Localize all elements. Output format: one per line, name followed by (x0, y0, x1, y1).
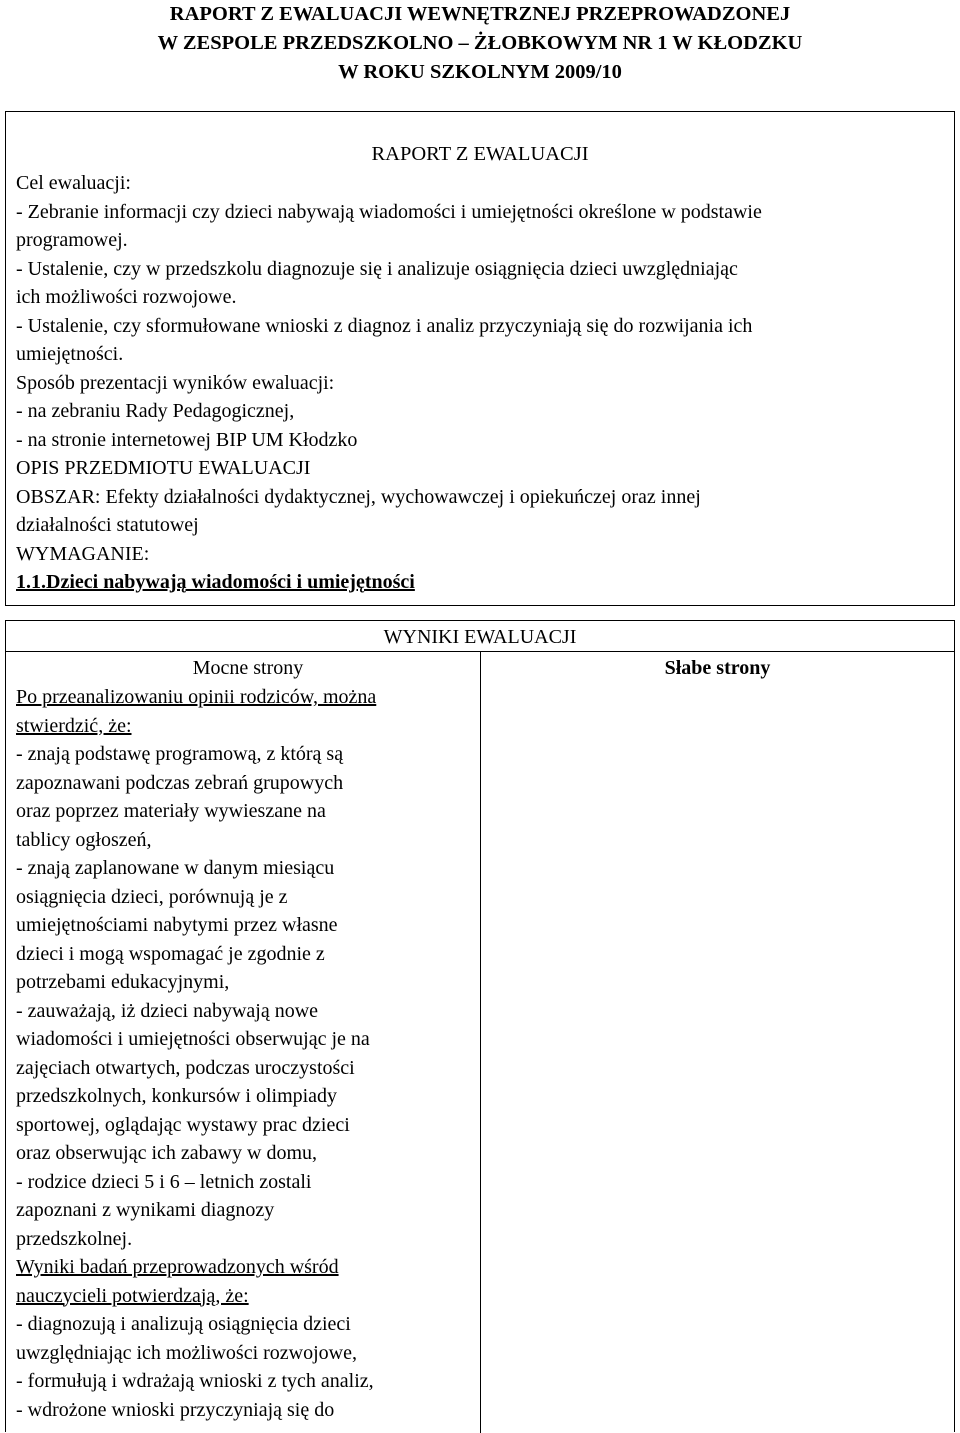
area-text: Efekty działalności dydaktycznej, wychowawczej i opiekuńczej oraz innej (100, 486, 701, 508)
title-line-3: W ROKU SZKOLNYM 2009/10 (338, 61, 622, 83)
strong-point-line: potrzebami edukacyjnymi, (16, 971, 230, 993)
requirement-label: WYMAGANIE: (16, 543, 150, 565)
strong-point-line: - zauważają, iż dzieci nabywają nowe (16, 999, 319, 1022)
presentation-label: Sposób prezentacji wyników ewaluacji: (16, 372, 335, 394)
results-box (5, 620, 955, 1432)
strong-point-line: zapoznani z wynikami diagnozy (16, 1199, 275, 1221)
strong-point-line: nauczycieli potwierdzają, że: (16, 1284, 249, 1307)
area-line-1 (16, 483, 946, 512)
strong-point-line: stwierdzić, że: (16, 714, 132, 737)
document-title (0, 0, 960, 87)
subject-label: OPIS PRZEDMIOTU EWALUACJI (16, 457, 311, 479)
presentation-line-2: - na stronie internetowej BIP UM Kłodzko (16, 429, 358, 451)
strong-points-header: Mocne strony (192, 657, 304, 679)
results-heading: WYNIKI EWALUACJI (383, 626, 577, 648)
area-label: OBSZAR: (16, 486, 101, 508)
strong-point-line: zajęciach otwartych, podczas uroczystości (16, 1056, 355, 1079)
goal-line-6: umiejętności. (16, 343, 124, 365)
strong-point-line: - znają zaplanowane w danym miesiącu (16, 857, 335, 879)
strong-point-line: sportowej, oglądając wystawy prac dzieci (16, 1113, 350, 1136)
strong-point-line: zapoznawani podczas zebrań grupowych (16, 771, 344, 794)
report-heading: RAPORT Z EWALUACJI (371, 143, 589, 165)
goal-line-5: - Ustalenie, czy sformułowane wnioski z diagnoz i analiz przyczyniają się do rozwijania ich (16, 315, 753, 337)
strong-point-line: - diagnozują i analizują osiągnięcia dzieci (16, 1313, 351, 1335)
strong-point-line: Wyniki badań przeprowadzonych wśród (16, 1256, 339, 1278)
strong-point-line: - znają podstawę programową, z którą są (16, 743, 344, 765)
weak-points-header: Słabe strony (664, 657, 771, 679)
strong-point-line: oraz poprzez materiały wywieszane na (16, 800, 326, 822)
presentation-line-1: - na zebraniu Rady Pedagogicznej, (16, 400, 295, 422)
strong-point-line: umiejętnościami nabytymi przez własne (16, 914, 338, 936)
strong-point-line: osiągnięcia dzieci, porównują je z (16, 885, 288, 908)
title-line-1: RAPORT Z EWALUACJI WEWNĘTRZNEJ PRZEPROWADZONEJ (169, 3, 791, 25)
requirement-text: 1.1.Dzieci nabywają wiadomości i umiejętności (16, 571, 415, 593)
strong-point-line: uwzględniając ich możliwości rozwojowe, (16, 1341, 357, 1364)
strong-point-line: przedszkolnej. (16, 1227, 133, 1250)
report-box (5, 111, 955, 606)
goal-line-4: ich możliwości rozwojowe. (16, 286, 237, 308)
strong-points-column (6, 651, 481, 1433)
strong-point-line: przedszkolnych, konkursów i olimpiady (16, 1085, 338, 1107)
weak-points-column (481, 651, 954, 1433)
goal-line-2: programowej. (16, 229, 128, 251)
strong-point-line: Po przeanalizowaniu opinii rodziców, można (16, 686, 377, 708)
goal-label: Cel ewaluacji: (16, 172, 131, 194)
strong-point-line: oraz obserwując ich zabawy w domu, (16, 1142, 317, 1164)
title-line-2: W ZESPOLE PRZEDSZKOLNO – ŻŁOBKOWYM NR 1 W KŁODZKU (157, 32, 803, 54)
strong-point-line: tablicy ogłoszeń, (16, 828, 152, 851)
goal-line-1: - Zebranie informacji czy dzieci nabywają wiadomości i umiejętności określone w podstawie (16, 201, 762, 223)
goal-line-3: - Ustalenie, czy w przedszkolu diagnozuje się i analizuje osiągnięcia dzieci uwzględniając (16, 258, 738, 280)
strong-point-line: - rodzice dzieci 5 i 6 – letnich zostali (16, 1170, 312, 1193)
strong-point-line: dzieci i mogą wspomagać je zgodnie z (16, 942, 325, 965)
strong-point-line: wiadomości i umiejętności obserwując je na (16, 1028, 370, 1050)
strong-point-line: - wdrożone wnioski przyczyniają się do (16, 1398, 335, 1421)
area-line-2: działalności statutowej (16, 514, 199, 536)
strong-point-line: - formułują i wdrażają wnioski z tych analiz, (16, 1370, 374, 1392)
